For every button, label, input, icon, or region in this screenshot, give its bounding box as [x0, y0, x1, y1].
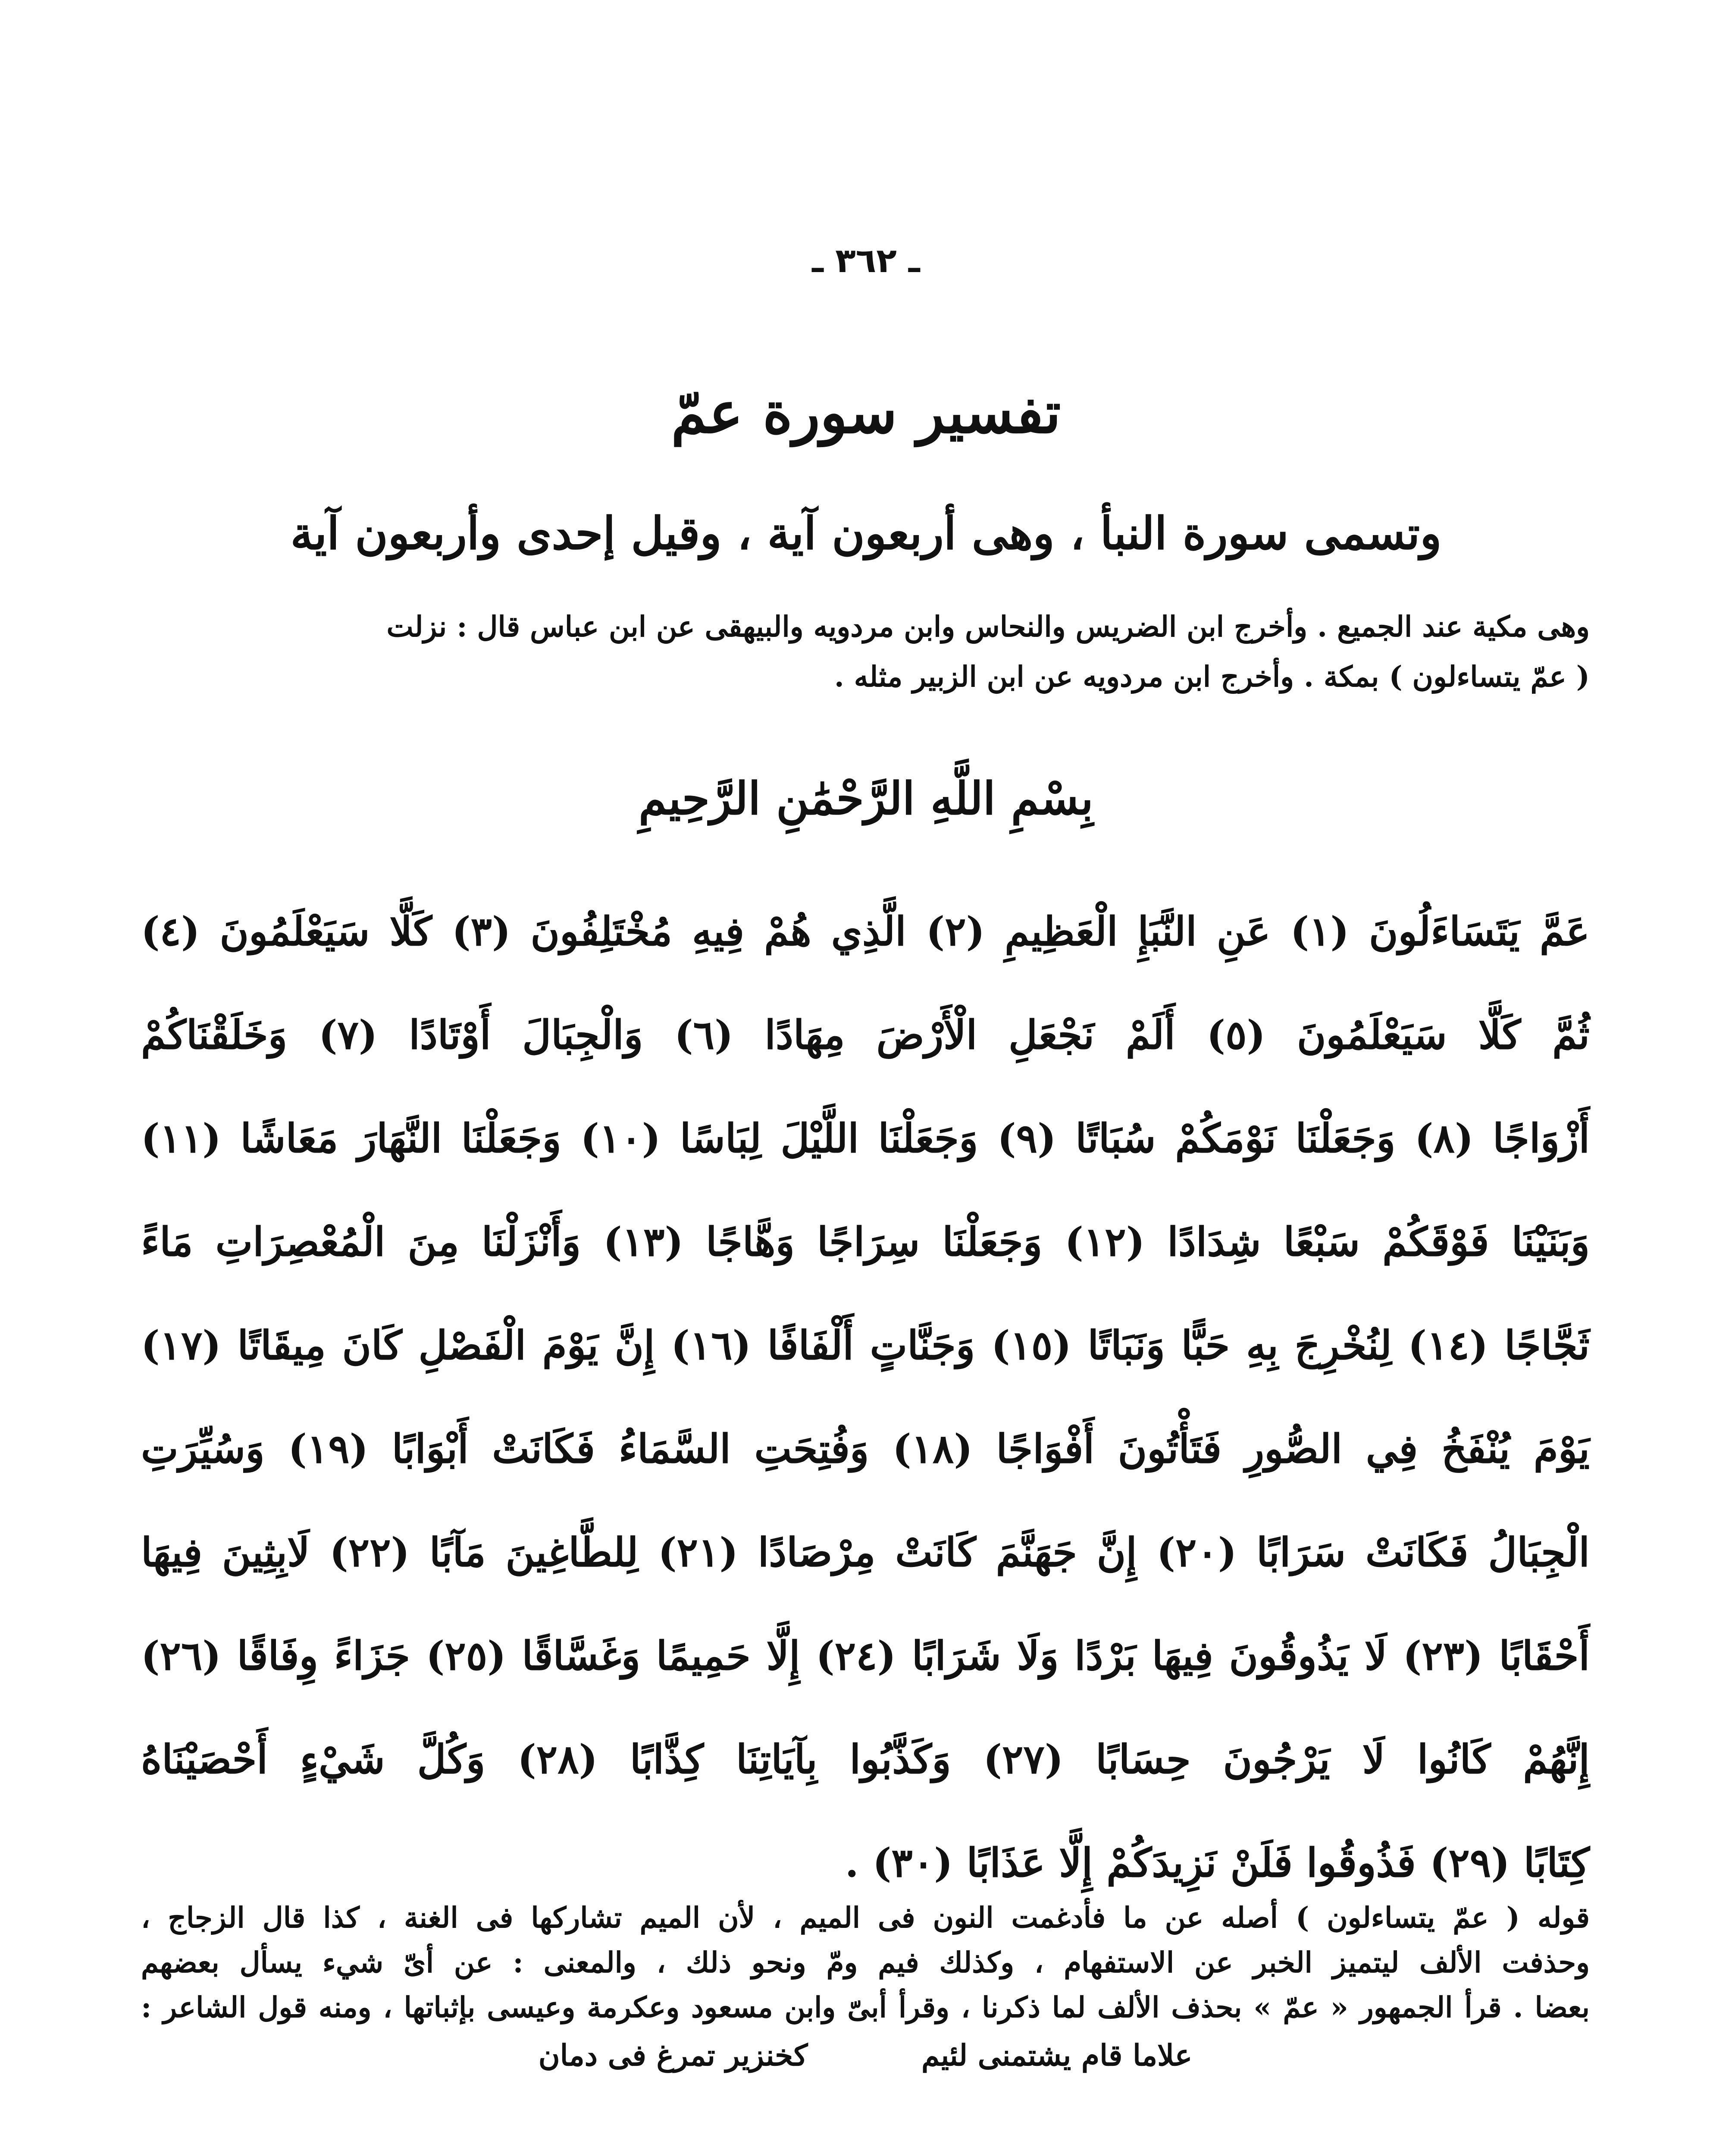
verse-line: إِنَّهُمْ كَانُوا لَا يَرْجُونَ حِسَابًا (٢٧) وَكَذَّبُوا بِآيَاتِنَا كِذَّابًا (٢٨) وَكُلَّ شَيْءٍ أَحْصَيْنَاهُ — [141, 1736, 1590, 1783]
verse-line: الْجِبَالُ فَكَانَتْ سَرَابًا (٢٠) إِنَّ جَهَنَّمَ كَانَتْ مِرْصَادًا (٢١) لِلطَّاغِينَ مَآبًا (٢٢) لَابِثِينَ فِيهَا — [141, 1529, 1590, 1576]
verse-line: وَبَنَيْنَا فَوْقَكُمْ سَبْعًا شِدَادًا (١٢) وَجَعَلْنَا سِرَاجًا وَهَّاجًا (١٣) وَأَنْزَلْنَا مِنَ الْمُعْصِرَاتِ مَاءً — [141, 1219, 1590, 1265]
commentary-section — [141, 1895, 1590, 2081]
quran-verses — [141, 880, 1590, 1915]
poem-hemistich-second: كخنزير تمرغ فى دمان — [538, 2038, 808, 2073]
intro-line: وهى مكية عند الجميع . وأخرج ابن الضريس والنحاس وابن مردويه والبيهقى عن ابن عباس قال : نزلت — [386, 610, 1590, 643]
commentary-line: وحذفت الألف ليتميز الخبر عن الاستفهام ، وكذلك فيم ومّ ونحو ذلك ، والمعنى : عن أىّ شيء يسأل بعضهم — [141, 1946, 1590, 1979]
verse-line: ثَجَّاجًا (١٤) لِنُخْرِجَ بِهِ حَبًّا وَنَبَاتًا (١٥) وَجَنَّاتٍ أَلْفَافًا (١٦) إِنَّ يَوْمَ الْفَصْلِ كَانَ مِيقَاتًا (١٧) — [141, 1322, 1590, 1369]
verse-line: كِتَابًا (٢٩) فَذُوقُوا فَلَنْ نَزِيدَكُمْ إِلَّا عَذَابًا (٣٠) . — [845, 1839, 1590, 1886]
verse-line: ثُمَّ كَلَّا سَيَعْلَمُونَ (٥) أَلَمْ نَجْعَلِ الْأَرْضَ مِهَادًا (٦) وَالْجِبَالَ أَوْتَادًا (٧) وَخَلَقْنَاكُمْ — [141, 1012, 1590, 1058]
surah-subtitle: وتسمى سورة النبأ ، وهى أربعون آية ، وقيل إحدى وأربعون آية — [290, 507, 1442, 560]
basmala: بِسْمِ اللَّهِ الرَّحْمَٰنِ الرَّحِيمِ — [639, 772, 1093, 825]
verse-line: عَمَّ يَتَسَاءَلُونَ (١) عَنِ النَّبَإِ الْعَظِيمِ (٢) الَّذِي هُمْ فِيهِ مُخْتَلِفُونَ (٣) كَلَّا سَيَعْلَمُونَ (٤) — [141, 908, 1590, 955]
verse-line: يَوْمَ يُنْفَخُ فِي الصُّورِ فَتَأْتُونَ أَفْوَاجًا (١٨) وَفُتِحَتِ السَّمَاءُ فَكَانَتْ أَبْوَابًا (١٩) وَسُيِّرَتِ — [141, 1426, 1590, 1472]
poem-verse — [141, 2030, 1590, 2081]
page-number: ـ ٣٦٢ ـ — [812, 241, 920, 280]
verse-line: أَزْوَاجًا (٨) وَجَعَلْنَا نَوْمَكُمْ سُبَاتًا (٩) وَجَعَلْنَا اللَّيْلَ لِبَاسًا (١٠) وَجَعَلْنَا النَّهَارَ مَعَاشًا (١١) — [141, 1115, 1590, 1162]
commentary-line: قوله ( عمّ يتساءلون ) أصله عن ما فأدغمت النون فى الميم ، لأن الميم تشاركها فى الغنة ، كذا قال الزجاج ، — [141, 1901, 1590, 1934]
poem-hemistich-first: علاما قام يشتمنى لئيم — [921, 2038, 1193, 2073]
intro-paragraph — [141, 602, 1590, 702]
surah-title: تفسير سورة عمّ — [671, 379, 1061, 446]
verse-line: أَحْقَابًا (٢٣) لَا يَذُوقُونَ فِيهَا بَرْدًا وَلَا شَرَابًا (٢٤) إِلَّا حَمِيمًا وَغَسَّاقًا (٢٥) جَزَاءً وِفَاقًا (٢٦) — [141, 1633, 1590, 1679]
intro-line: ( عمّ يتساءلون ) بمكة . وأخرج ابن مردويه عن ابن الزبير مثله . — [834, 660, 1590, 693]
commentary-line: بعضا . قرأ الجمهور « عمّ » بحذف الألف لما ذكرنا ، وقرأ أبىّ وابن مسعود وعكرمة وعيسى بإثباتها ، ومنه قول الشاعر : — [141, 1990, 1590, 2024]
